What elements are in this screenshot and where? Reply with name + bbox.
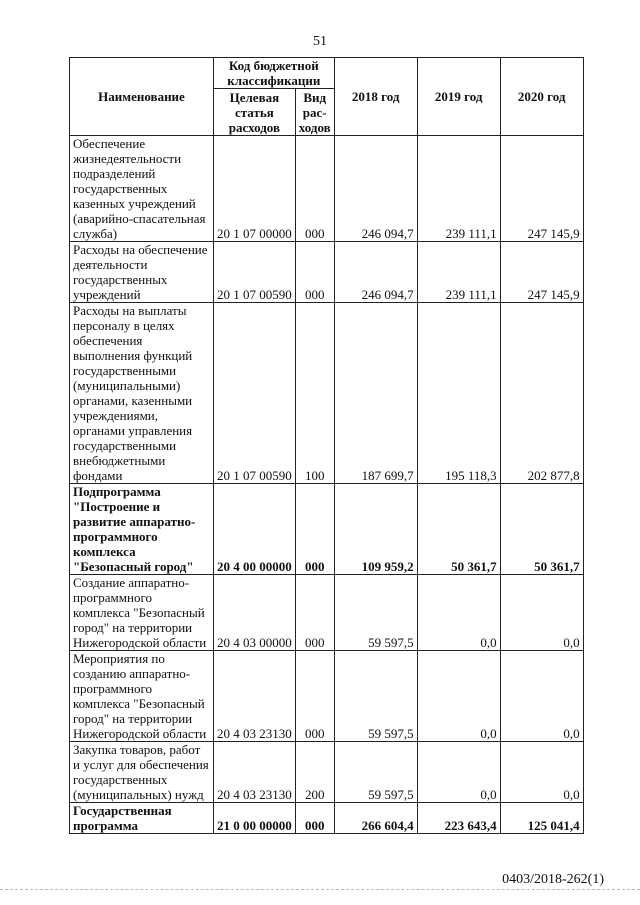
row-expense-type: 000 [295, 484, 334, 575]
row-value-2019: 0,0 [417, 651, 500, 742]
row-name: Мероприятия по созданию аппаратно-программного комплекса "Безопасный город" на территории Нижегородской области [70, 651, 214, 742]
table-row [70, 484, 584, 575]
row-value-2019: 239 111,1 [417, 242, 500, 303]
row-value-2018: 109 959,2 [334, 484, 417, 575]
row-value-2020: 0,0 [500, 575, 583, 651]
row-value-2020: 0,0 [500, 651, 583, 742]
row-name: Расходы на обеспечение деятельности государственных учреждений [70, 242, 214, 303]
row-target-article: 20 1 07 00000 [214, 136, 296, 242]
row-name: Расходы на выплаты персоналу в целях обеспечения выполнения функций государственными (муниципальными) органами, казенными учреждениями, органами управления государственными внебюджетными фондами [70, 303, 214, 484]
table-row [70, 742, 584, 803]
row-value-2019: 195 118,3 [417, 303, 500, 484]
header-year-2020: 2020 год [500, 58, 583, 136]
row-value-2019: 223 643,4 [417, 803, 500, 834]
row-value-2020: 247 145,9 [500, 242, 583, 303]
row-value-2019: 239 111,1 [417, 136, 500, 242]
row-value-2018: 187 699,7 [334, 303, 417, 484]
table-row [70, 303, 584, 484]
table-row [70, 575, 584, 651]
row-target-article: 20 1 07 00590 [214, 242, 296, 303]
budget-table [69, 57, 584, 834]
row-expense-type: 000 [295, 803, 334, 834]
row-target-article: 20 4 03 00000 [214, 575, 296, 651]
table-row [70, 242, 584, 303]
header-year-2019: 2019 год [417, 58, 500, 136]
row-target-article: 20 1 07 00590 [214, 303, 296, 484]
scan-edge-divider [0, 889, 640, 890]
row-value-2020: 247 145,9 [500, 136, 583, 242]
row-expense-type: 000 [295, 136, 334, 242]
row-value-2018: 266 604,4 [334, 803, 417, 834]
table-row [70, 651, 584, 742]
document-code: 0403/2018-262(1) [502, 872, 604, 887]
table-row [70, 136, 584, 242]
row-name: Создание аппаратно-программного комплекса "Безопасный город" на территории Нижегородской области [70, 575, 214, 651]
header-target-article: Целевая статья расходов [214, 89, 296, 136]
row-name: Закупка товаров, работ и услуг для обеспечения государственных (муниципальных) нужд [70, 742, 214, 803]
row-target-article: 20 4 03 23130 [214, 651, 296, 742]
row-target-article: 21 0 00 00000 [214, 803, 296, 834]
row-value-2018: 59 597,5 [334, 742, 417, 803]
page-number: 51 [313, 34, 327, 49]
row-expense-type: 000 [295, 242, 334, 303]
row-value-2019: 50 361,7 [417, 484, 500, 575]
row-expense-type: 100 [295, 303, 334, 484]
header-expense-type: Вид рас-ходов [295, 89, 334, 136]
row-expense-type: 200 [295, 742, 334, 803]
row-value-2018: 59 597,5 [334, 575, 417, 651]
row-name: Государственная программа [70, 803, 214, 834]
row-value-2019: 0,0 [417, 575, 500, 651]
row-target-article: 20 4 00 00000 [214, 484, 296, 575]
row-value-2019: 0,0 [417, 742, 500, 803]
row-value-2020: 0,0 [500, 742, 583, 803]
row-value-2018: 246 094,7 [334, 242, 417, 303]
row-value-2020: 50 361,7 [500, 484, 583, 575]
row-value-2020: 202 877,8 [500, 303, 583, 484]
row-target-article: 20 4 03 23130 [214, 742, 296, 803]
header-code-group: Код бюджетной классификации [214, 58, 335, 89]
header-year-2018: 2018 год [334, 58, 417, 136]
row-value-2018: 59 597,5 [334, 651, 417, 742]
row-name: Обеспечение жизнедеятельности подразделений государственных казенных учреждений (аварийно-спасательная служба) [70, 136, 214, 242]
row-name: Подпрограмма "Построение и развитие аппаратно-программного комплекса "Безопасный город" [70, 484, 214, 575]
table-row [70, 803, 584, 834]
row-value-2020: 125 041,4 [500, 803, 583, 834]
row-expense-type: 000 [295, 575, 334, 651]
row-expense-type: 000 [295, 651, 334, 742]
row-value-2018: 246 094,7 [334, 136, 417, 242]
header-name: Наименование [70, 58, 214, 136]
